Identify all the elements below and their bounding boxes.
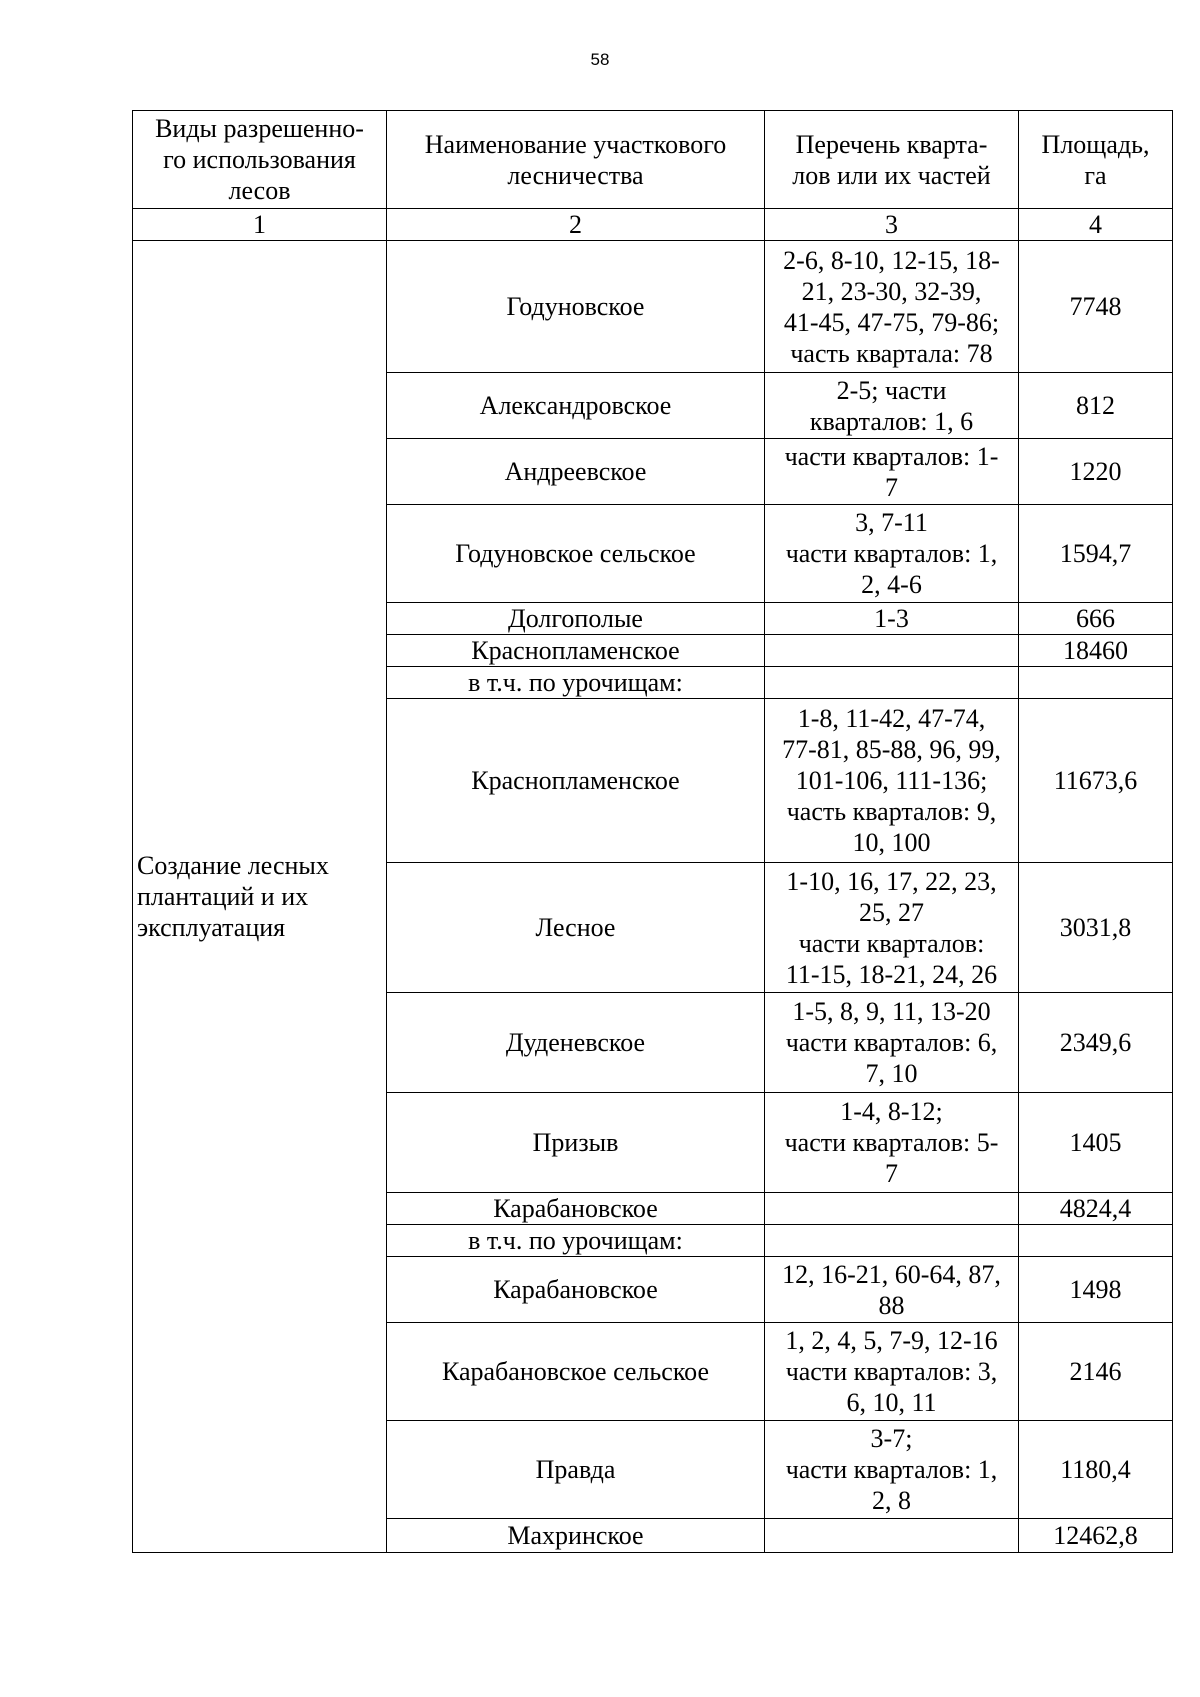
forestry-name-cell: в т.ч. по урочищам: [387,1225,765,1257]
column-numbers-row [133,209,1173,241]
area-cell: 1498 [1019,1257,1173,1323]
quarters-cell [765,635,1019,667]
column-number: 3 [765,209,1019,241]
table-row [133,241,1173,373]
header-forestry-name: Наименование участкового лесничества [387,111,765,209]
forestry-name-cell: в т.ч. по урочищам: [387,667,765,699]
area-cell [1019,1225,1173,1257]
forestry-name-cell: Краснопламенское [387,635,765,667]
quarters-cell: 12, 16-21, 60-64, 87, 88 [765,1257,1019,1323]
forestry-name-cell: Карабановское сельское [387,1323,765,1421]
quarters-cell [765,667,1019,699]
area-cell: 1405 [1019,1093,1173,1193]
forestry-name-cell: Карабановское [387,1193,765,1225]
forest-use-table [132,110,1173,1553]
area-cell: 666 [1019,603,1173,635]
area-cell: 3031,8 [1019,863,1173,993]
forestry-name-cell: Карабановское [387,1257,765,1323]
area-cell: 12462,8 [1019,1519,1173,1553]
quarters-cell: 1-3 [765,603,1019,635]
quarters-cell: 2-6, 8-10, 12-15, 18- 21, 23-30, 32-39, 41-45, 47-75, 79-86; часть квартала: 78 [765,241,1019,373]
page-number: 58 [590,50,610,69]
column-number: 2 [387,209,765,241]
header-area: Площадь, га [1019,111,1173,209]
forestry-name-cell: Краснопламенское [387,699,765,863]
quarters-cell: 3, 7-11 части кварталов: 1, 2, 4-6 [765,505,1019,603]
quarters-cell: 1-5, 8, 9, 11, 13-20 части кварталов: 6, 7, 10 [765,993,1019,1093]
area-cell: 2146 [1019,1323,1173,1421]
use-type-cell: Создание лесных плантаций и их эксплуатация [133,241,387,1553]
quarters-cell [765,1225,1019,1257]
area-cell: 7748 [1019,241,1173,373]
forestry-name-cell: Правда [387,1421,765,1519]
column-number: 4 [1019,209,1173,241]
forestry-name-cell: Махринское [387,1519,765,1553]
quarters-cell [765,1193,1019,1225]
quarters-cell [765,1519,1019,1553]
header-use-type: Виды разрешенно- го использования лесов [133,111,387,209]
area-cell: 1180,4 [1019,1421,1173,1519]
column-number: 1 [133,209,387,241]
table-header-row [133,111,1173,209]
area-cell: 2349,6 [1019,993,1173,1093]
area-cell: 1594,7 [1019,505,1173,603]
area-cell: 11673,6 [1019,699,1173,863]
area-cell: 18460 [1019,635,1173,667]
quarters-cell: части кварталов: 1- 7 [765,439,1019,505]
quarters-cell: 1-8, 11-42, 47-74, 77-81, 85-88, 96, 99, 101-106, 111-136; часть кварталов: 9, 10, 100 [765,699,1019,863]
quarters-cell: 2-5; части кварталов: 1, 6 [765,373,1019,439]
forestry-name-cell: Андреевское [387,439,765,505]
area-cell [1019,667,1173,699]
forestry-name-cell: Дуденевское [387,993,765,1093]
forestry-name-cell: Годуновское [387,241,765,373]
forestry-name-cell: Годуновское сельское [387,505,765,603]
area-cell: 4824,4 [1019,1193,1173,1225]
forestry-name-cell: Александровское [387,373,765,439]
quarters-cell: 1-4, 8-12; части кварталов: 5- 7 [765,1093,1019,1193]
forestry-name-cell: Лесное [387,863,765,993]
area-cell: 812 [1019,373,1173,439]
quarters-cell: 1, 2, 4, 5, 7-9, 12-16 части кварталов: 3, 6, 10, 11 [765,1323,1019,1421]
area-cell: 1220 [1019,439,1173,505]
forestry-name-cell: Долгополые [387,603,765,635]
quarters-cell: 3-7; части кварталов: 1, 2, 8 [765,1421,1019,1519]
header-quarters-list: Перечень кварта- лов или их частей [765,111,1019,209]
forestry-name-cell: Призыв [387,1093,765,1193]
quarters-cell: 1-10, 16, 17, 22, 23, 25, 27 части кварталов: 11-15, 18-21, 24, 26 [765,863,1019,993]
